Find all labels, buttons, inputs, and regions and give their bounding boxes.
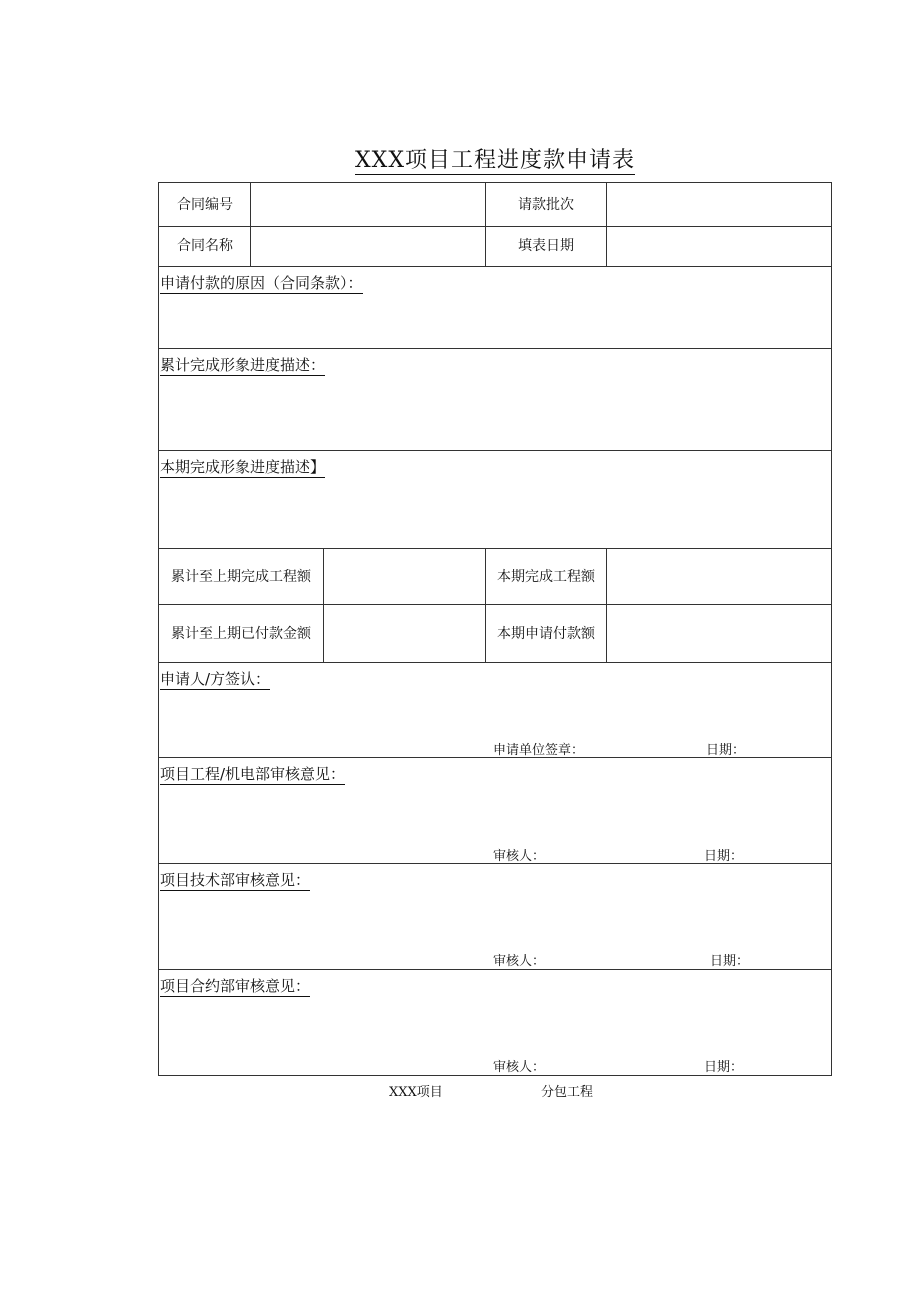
payment-request-form — [158, 182, 832, 1076]
row-divider — [159, 548, 831, 549]
row-divider — [159, 348, 831, 349]
technical-review-label: 项目技术部审核意见： — [160, 871, 311, 889]
contract-reviewer-label: 审核人： — [493, 1060, 546, 1075]
page-title — [0, 143, 920, 174]
col-divider — [606, 183, 607, 266]
applicant-date-label: 日期： — [706, 743, 746, 758]
technical-date-label: 日期： — [710, 954, 750, 969]
col-divider — [485, 548, 486, 662]
footer-subcontract: 分包工程 — [541, 1085, 594, 1100]
col-divider — [323, 548, 324, 662]
footer-project: XXX项目 — [389, 1085, 443, 1100]
contract-date-label: 日期： — [704, 1060, 744, 1075]
row-divider — [159, 969, 831, 970]
engineering-review-label: 项目工程/机电部审核意见： — [160, 765, 346, 783]
engineering-date-label: 日期： — [704, 849, 744, 864]
contract-name-label: 合同名称 — [177, 238, 233, 254]
reason-section-label: 申请付款的原因（合同条款）： — [160, 274, 363, 292]
cum-paid-label: 累计至上期已付款金额 — [171, 626, 311, 642]
row-divider — [159, 604, 831, 605]
cumulative-progress-label: 累计完成形象进度描述： — [160, 356, 326, 374]
title-text: XXX项目工程进度款申请表 — [355, 148, 635, 173]
unit-sign-label: 申请单位签章： — [493, 743, 585, 758]
applicant-label: 申请人/方签认： — [160, 670, 271, 688]
engineering-reviewer-label: 审核人： — [493, 849, 546, 864]
col-divider — [250, 183, 251, 266]
current-progress-label: 本期完成形象进度描述】 — [160, 458, 326, 476]
cur-completed-label: 本期完成工程额 — [497, 569, 595, 585]
row-divider — [159, 450, 831, 451]
col-divider — [485, 183, 486, 266]
technical-reviewer-label: 审核人： — [493, 954, 546, 969]
batch-label: 请款批次 — [518, 197, 574, 213]
contract-no-label: 合同编号 — [177, 197, 233, 213]
row-divider — [159, 266, 831, 267]
col-divider — [606, 548, 607, 662]
fill-date-label: 填表日期 — [518, 238, 574, 254]
cur-request-label: 本期申请付款额 — [497, 626, 595, 642]
row-divider — [159, 226, 831, 227]
row-divider — [159, 662, 831, 663]
contract-review-label: 项目合约部审核意见： — [160, 977, 311, 995]
cum-completed-label: 累计至上期完成工程额 — [171, 569, 311, 585]
